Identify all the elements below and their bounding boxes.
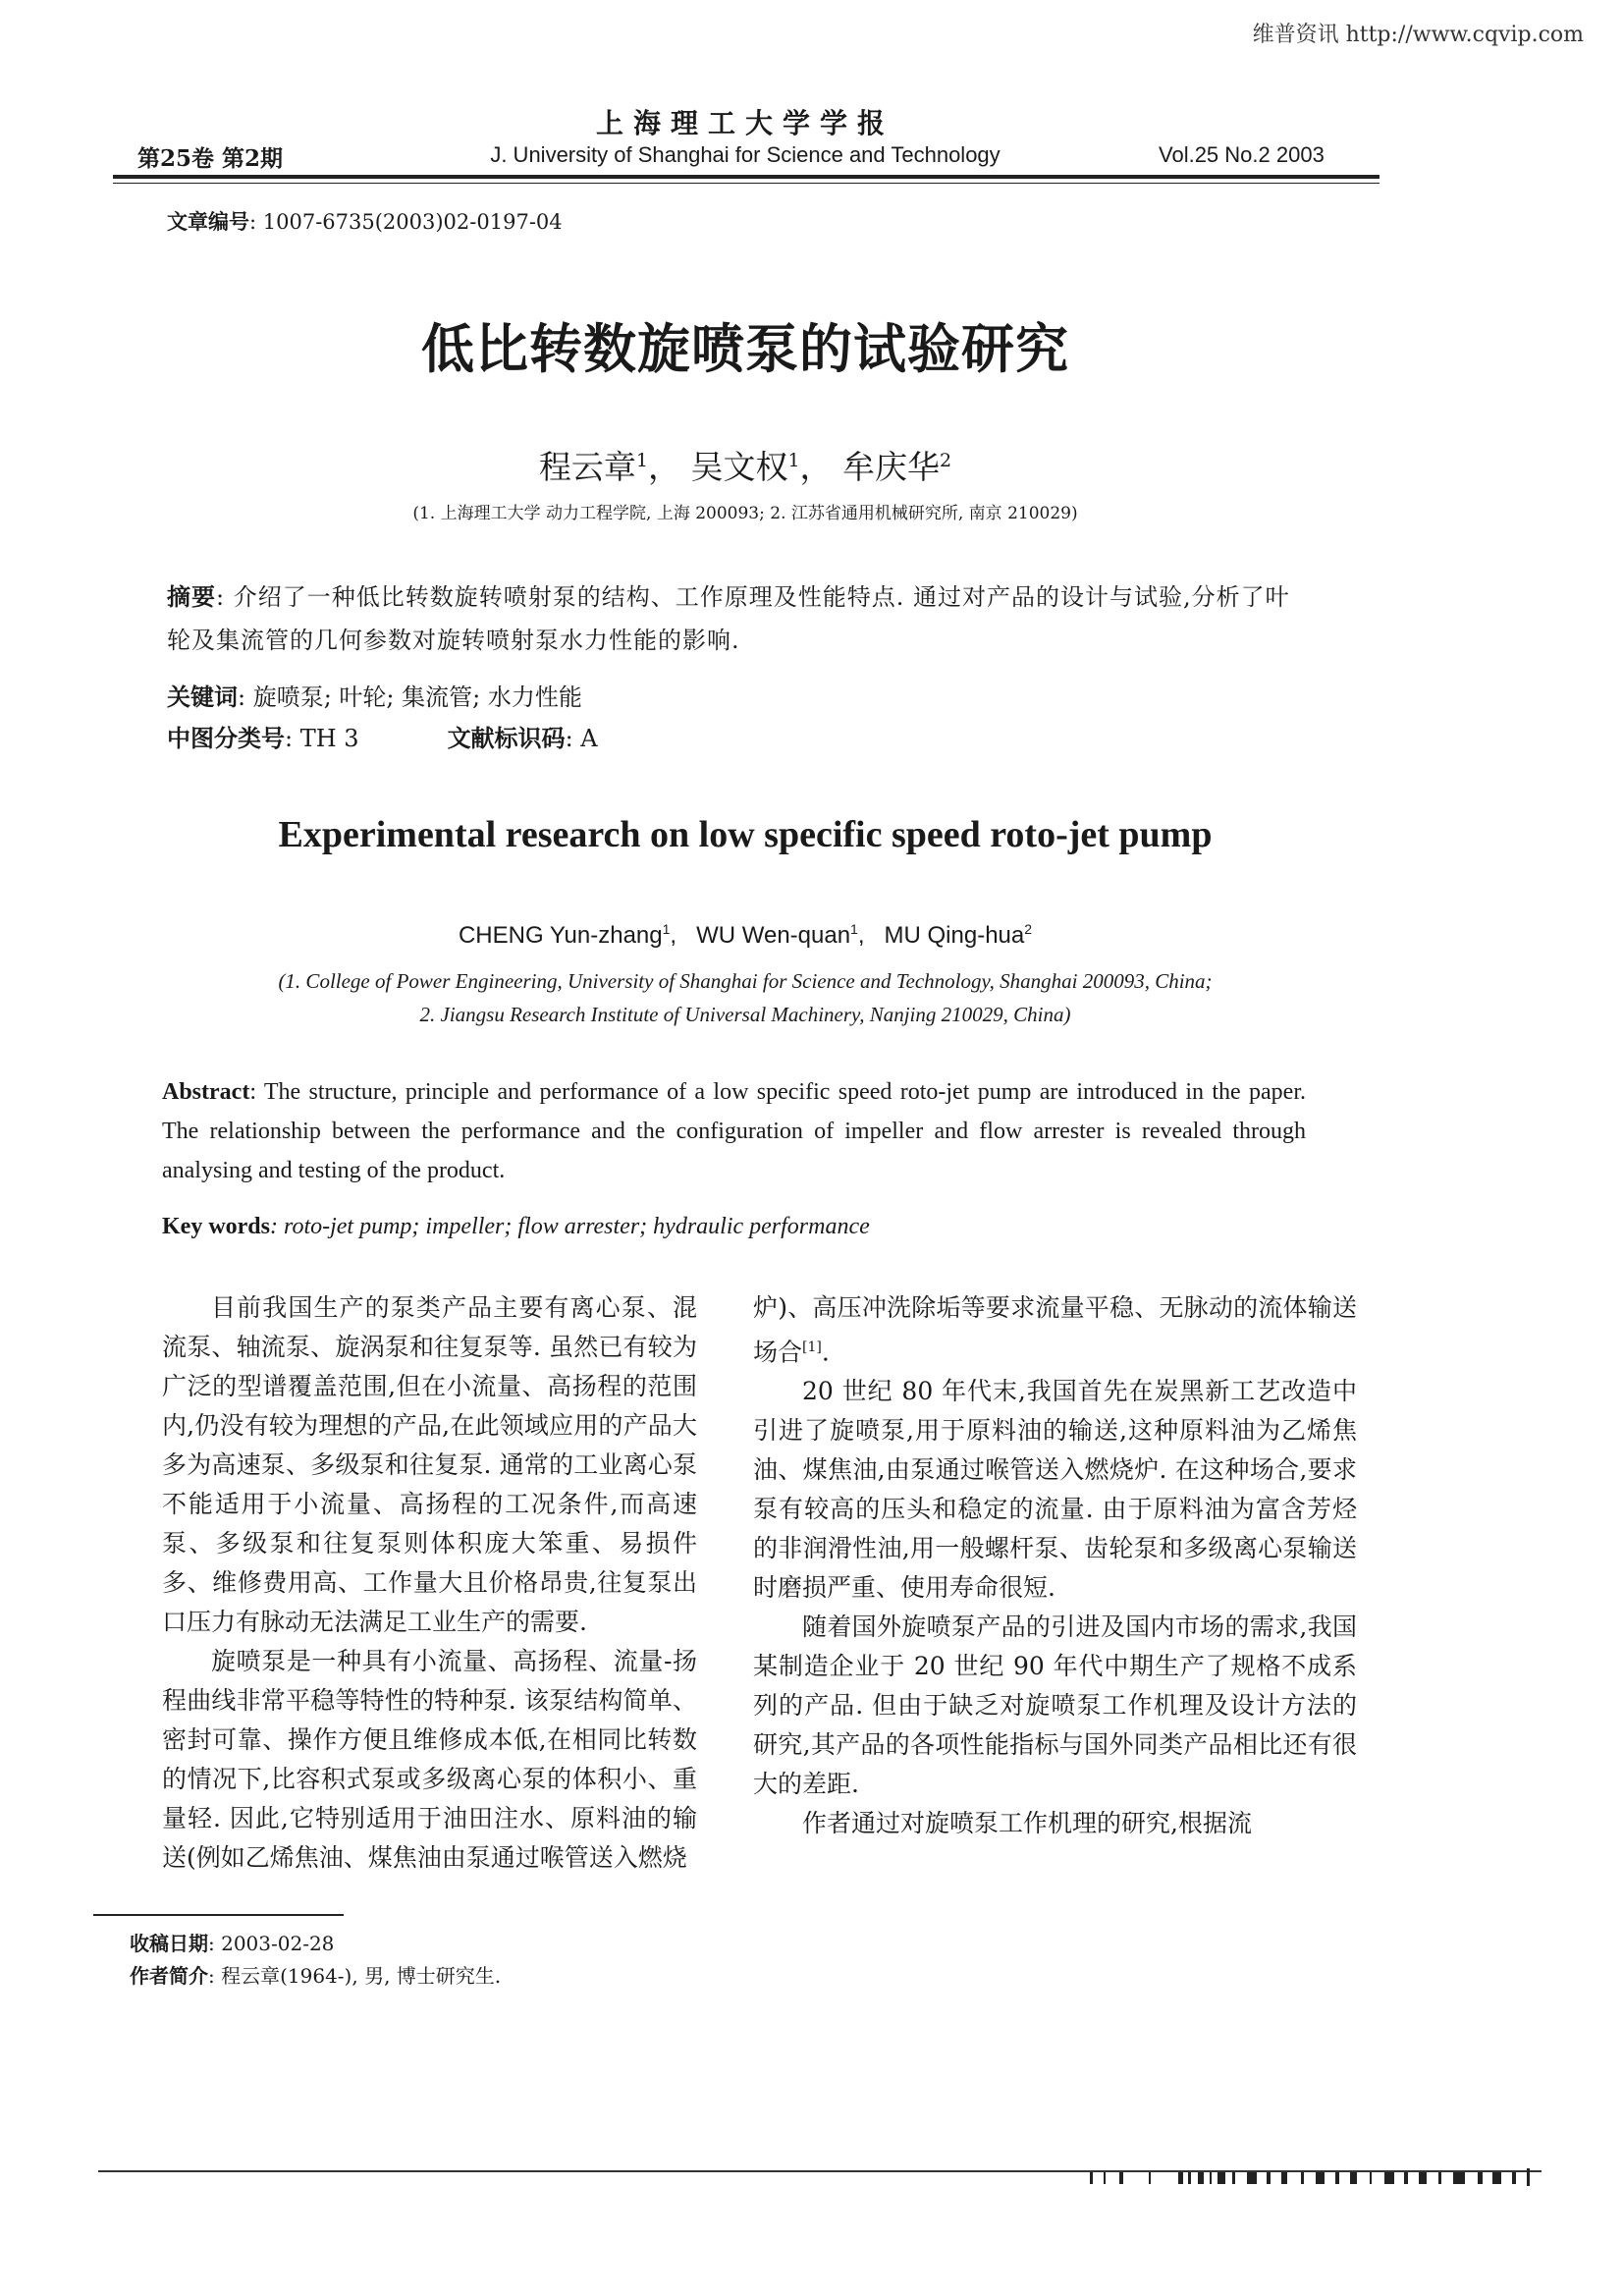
body-column-right bbox=[753, 1288, 1357, 1843]
journal-title-en: J. University of Shanghai for Science and Technology bbox=[490, 142, 1001, 167]
author-sep: ， bbox=[799, 448, 833, 486]
author-affil-mark: 1 bbox=[635, 450, 648, 471]
author-bio-value: : 程云章(1964-), 男, 博士研究生. bbox=[208, 1964, 502, 1988]
abstract-cn bbox=[167, 575, 1311, 662]
paper-title-cn: 低比转数旋喷泵的试验研究 bbox=[421, 317, 1069, 380]
author-name: 吴文权 bbox=[690, 448, 788, 486]
journal-title-cn: 上海理工大学学报 bbox=[595, 107, 894, 139]
footnote-author bbox=[130, 1960, 501, 1989]
article-number bbox=[167, 206, 563, 236]
author-affil-mark: 1 bbox=[850, 921, 858, 937]
authors-cn bbox=[0, 442, 1490, 488]
author-sep: ， bbox=[647, 448, 680, 486]
author-bio-label: 作者简介 bbox=[130, 1964, 208, 1988]
doc-code-label: 文献标识码 bbox=[447, 724, 566, 752]
received-label: 收稿日期 bbox=[130, 1932, 208, 1955]
abstract-cn-text: : 介绍了一种低比转数旋转喷射泵的结构、工作原理及性能特点. 通过对产品的设计与试验,分析了叶轮及集流管的几何参数对旋转喷射泵水力性能的影响. bbox=[167, 583, 1290, 654]
body-paragraph-continued bbox=[753, 1288, 1357, 1372]
body-paragraph: 20 世纪 80 年代末,我国首先在炭黑新工艺改造中引进了旋喷泵,用于原料油的输送,这种原料油为乙烯焦油、煤焦油,由泵通过喉管送入燃烧炉. 在这种场合,要求泵有较高的压头和稳定的流量. 由于原料油为富含芳烃的非润滑性油,用一般螺杆泵、齿轮泵和多级离心泵输送时磨损严重、使用寿命很短. bbox=[753, 1377, 1357, 1603]
author-name: CHENG Yun-zhang bbox=[458, 922, 663, 949]
body-paragraph: 作者通过对旋喷泵工作机理的研究,根据流 bbox=[802, 1809, 1252, 1838]
article-number-value: : 1007-6735(2003)02-0197-04 bbox=[249, 210, 563, 234]
abstract-en-text: : The structure, principle and performance of a low specific speed roto-jet pump are introduced in the paper. The relationship between the performance and the configuration of impeller and flow arrester is revealed through analysing and testing of the product. bbox=[162, 1079, 1306, 1183]
clc-value: : TH 3 bbox=[285, 725, 359, 752]
affiliation-en-line: (1. College of Power Engineering, University of Shanghai for Science and Technology, Shanghai 200093, China; bbox=[278, 969, 1213, 993]
author-name: WU Wen-quan bbox=[696, 922, 851, 949]
keywords-cn-label: 关键词 bbox=[167, 683, 238, 711]
article-number-label: 文章编号 bbox=[167, 209, 249, 234]
body-paragraph: 目前我国生产的泵类产品主要有离心泵、混流泵、轴流泵、旋涡泵和往复泵等. 虽然已有较为广泛的型谱覆盖范围,但在小流量、高扬程的范围内,仍没有较为理想的产品,在此领域应用的产品大多为高速泵、多级泵和往复泵. 通常的工业离心泵不能适用于小流量、高扬程的工况条件,而高速泵、多级泵和往复泵则体积庞大笨重、易损件多、维修费用高、工作量大且价格昂贵,往复泵出口压力有脉动无法满足工业生产的需要. bbox=[162, 1293, 697, 1636]
body-paragraph: 旋喷泵是一种具有小流量、高扬程、流量-扬程曲线非常平稳等特性的特种泵. 该泵结构简单、密封可靠、操作方便且维修成本低,在相同比转数的情况下,比容积式泵或多级离心泵的体积小、重量轻. 因此,它特别适用于油田注水、原料油的输送(例如乙烯焦油、煤焦油由泵通过喉管送入燃烧 bbox=[162, 1647, 697, 1872]
received-value: : 2003-02-28 bbox=[208, 1932, 335, 1955]
issue-cn: 第25卷 第2期 bbox=[137, 145, 284, 172]
authors-en bbox=[0, 921, 1490, 950]
body-continuation-end: . bbox=[821, 1338, 830, 1367]
footnote-rule bbox=[93, 1914, 344, 1916]
author-sep: , bbox=[670, 922, 697, 949]
paper-title-en: Experimental research on low specific speed roto-jet pump bbox=[278, 814, 1213, 855]
issue-en: Vol.25 No.2 2003 bbox=[1159, 142, 1325, 167]
author-name: MU Qing-hua bbox=[884, 922, 1025, 949]
clc-label: 中图分类号 bbox=[167, 724, 285, 752]
keywords-cn bbox=[167, 678, 582, 712]
affiliation-cn: (1. 上海理工大学 动力工程学院, 上海 200093; 2. 江苏省通用机械研究所, 南京 210029) bbox=[412, 504, 1078, 523]
author-name: 牟庆华 bbox=[842, 448, 941, 486]
footnote-received bbox=[130, 1928, 334, 1956]
keywords-en-text: : roto-jet pump; impeller; flow arrester; hydraulic performance bbox=[270, 1214, 870, 1239]
author-sep: , bbox=[857, 922, 885, 949]
scan-barcode-marks bbox=[1090, 2168, 1551, 2186]
citation-ref: [1] bbox=[802, 1339, 822, 1355]
author-affil-mark: 1 bbox=[662, 921, 671, 937]
affiliation-en-line: 2. Jiangsu Research Institute of Universal Machinery, Nanjing 210029, China) bbox=[419, 1003, 1071, 1026]
doc-code-value: : A bbox=[565, 725, 598, 752]
author-affil-mark: 1 bbox=[787, 450, 800, 471]
keywords-en-label: Key words bbox=[162, 1214, 270, 1239]
header-rule bbox=[113, 175, 1380, 179]
abstract-en-label: Abstract bbox=[162, 1079, 250, 1105]
classification-row bbox=[167, 719, 598, 753]
abstract-cn-label: 摘要 bbox=[167, 582, 216, 611]
watermark: 维普资讯 http://www.cqvip.com bbox=[1252, 23, 1584, 47]
keywords-cn-text: : 旋喷泵; 叶轮; 集流管; 水力性能 bbox=[238, 683, 582, 711]
header-rule-thin bbox=[113, 183, 1380, 184]
body-continuation-text: 炉)、高压冲洗除垢等要求流量平稳、无脉动的流体输送场合 bbox=[753, 1293, 1357, 1367]
body-paragraph: 随着国外旋喷泵产品的引进及国内市场的需求,我国某制造企业于 20 世纪 90 年代中期生产了规格不成系列的产品. 但由于缺乏对旋喷泵工作机理及设计方法的研究,其产品的各项性能指标与国外同类产品相比还有很大的差距. bbox=[753, 1613, 1357, 1799]
author-affil-mark: 2 bbox=[940, 450, 952, 471]
keywords-en bbox=[162, 1214, 870, 1240]
abstract-en bbox=[162, 1072, 1306, 1190]
author-affil-mark: 2 bbox=[1024, 921, 1033, 937]
doc-code bbox=[448, 719, 598, 753]
body-column-left bbox=[162, 1288, 697, 1878]
author-name: 程云章 bbox=[538, 448, 636, 486]
affiliation-en bbox=[0, 964, 1490, 1031]
